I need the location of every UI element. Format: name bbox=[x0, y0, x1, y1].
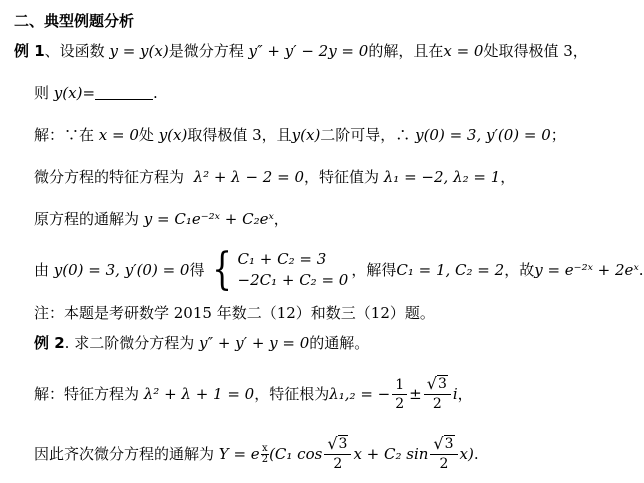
final-r3a: 3 bbox=[338, 436, 348, 452]
then-line bbox=[34, 82, 609, 104]
system-line bbox=[34, 244, 644, 295]
then-prefix: 则 bbox=[34, 84, 50, 102]
char-vals: λ₁ = −2, λ₂ = 1 bbox=[383, 168, 501, 186]
sqrt-radicand: 3 bbox=[437, 376, 447, 392]
sol2-eq: λ² + λ + 1 = 0 bbox=[143, 385, 255, 403]
example1-tail: 的解，且在 bbox=[368, 42, 444, 60]
example2-b: 的通解。 bbox=[309, 334, 370, 352]
answer-blank bbox=[95, 83, 153, 100]
general-eq: y = C₁e⁻²ˣ + C₂eˣ bbox=[143, 210, 274, 228]
final-mid: x + C₂ sin bbox=[353, 445, 429, 463]
sol1-a: 处 bbox=[138, 126, 154, 144]
section-title bbox=[14, 10, 609, 32]
general-a: 原方程的通解为 bbox=[34, 210, 140, 228]
example1-ode: y″ + y′ − 2y = 0 bbox=[248, 42, 369, 60]
frac1-num: 1 bbox=[392, 376, 407, 395]
example1-label: 例 1 bbox=[14, 42, 45, 60]
char-a: 微分方程的特征方程为 bbox=[34, 168, 185, 186]
sol2-end: ， bbox=[457, 385, 473, 403]
example1-tail2: 处取得极值 3， bbox=[483, 42, 588, 60]
solution2-line bbox=[34, 372, 609, 416]
char-eq: λ² + λ − 2 = 0 bbox=[193, 168, 304, 186]
example1-mid: 是微分方程 bbox=[168, 42, 244, 60]
fraction-one-half bbox=[392, 376, 407, 413]
sol1-yx2: y(x) bbox=[291, 126, 321, 144]
final-line bbox=[34, 430, 609, 478]
sys-end: . bbox=[638, 261, 644, 279]
sol2-lhs: λ₁,₂ = − bbox=[329, 385, 391, 403]
sol1-pt: x = 0 bbox=[98, 126, 139, 144]
sol1-c: 二阶可导，∴ bbox=[320, 126, 411, 144]
char-end: ， bbox=[500, 168, 516, 186]
solution1-line bbox=[34, 124, 609, 146]
general-solution-line bbox=[34, 208, 609, 230]
sqrt-icon: √ bbox=[433, 434, 444, 453]
sys-ans: y = e⁻²ˣ + 2eˣ bbox=[534, 261, 639, 279]
sol2-pm: ± bbox=[409, 385, 422, 403]
sol2-a: 解：特征方程为 bbox=[34, 385, 140, 403]
sys-b: 得 bbox=[189, 261, 205, 279]
example1-fn-def: y = y(x) bbox=[109, 42, 169, 60]
sys-d: ，故 bbox=[504, 261, 535, 279]
sol1-end: ； bbox=[550, 126, 566, 144]
general-end: ， bbox=[273, 210, 289, 228]
sol1-label: 解：∵在 bbox=[34, 126, 95, 144]
note-text: 注：本题是考研数学 2015 年数二（12）和数三（12）题。 bbox=[34, 304, 435, 322]
example2-eq: y″ + y′ + y = 0 bbox=[199, 334, 310, 352]
then-end: . bbox=[153, 84, 158, 102]
example1-point: x = 0 bbox=[443, 42, 484, 60]
sol1-cond: y(0) = 3, y′(0) = 0 bbox=[415, 126, 551, 144]
frac1-den: 2 bbox=[395, 395, 405, 412]
sqrt-icon: √ bbox=[327, 434, 338, 453]
exp-num: x bbox=[262, 442, 268, 454]
section-title-text: 二、典型例题分析 bbox=[14, 12, 135, 30]
example2-label: 例 2 bbox=[34, 334, 65, 352]
left-brace-icon: { bbox=[211, 244, 232, 295]
final-close: x) bbox=[459, 445, 474, 463]
final-den-b: 2 bbox=[439, 456, 449, 472]
equation-system bbox=[208, 244, 349, 295]
example1-line bbox=[14, 40, 609, 62]
sys-c: ，解得 bbox=[351, 261, 397, 279]
final-end: . bbox=[473, 445, 479, 463]
char-eq-line bbox=[34, 166, 609, 188]
sol2-i: i bbox=[452, 385, 458, 403]
exp-den: 2 bbox=[261, 453, 269, 465]
example2-a: . 求二阶微分方程为 bbox=[64, 334, 195, 352]
exponent-fraction bbox=[261, 444, 269, 465]
sol1-yx1: y(x) bbox=[158, 126, 188, 144]
sqrt-icon: √ bbox=[426, 374, 437, 393]
sys-eq2: −2C₁ + C₂ = 0 bbox=[237, 271, 349, 289]
sol2-b: ，特征根为 bbox=[254, 385, 330, 403]
final-r3b: 3 bbox=[444, 436, 454, 452]
fraction-sin-arg bbox=[430, 435, 457, 473]
then-expr: y(x) bbox=[53, 84, 83, 102]
sys-cond: y(0) = 3, y′(0) = 0 bbox=[53, 261, 190, 279]
frac2-den: 2 bbox=[432, 396, 442, 412]
sys-sol: C₁ = 1, C₂ = 2 bbox=[396, 261, 505, 279]
sys-eq1: C₁ + C₂ = 3 bbox=[237, 250, 327, 268]
fraction-cos-arg bbox=[324, 435, 351, 473]
final-a: 因此齐次微分方程的通解为 bbox=[34, 445, 215, 463]
example2-line bbox=[34, 332, 609, 354]
then-suffix: = bbox=[82, 84, 96, 102]
fraction-sqrt3-half bbox=[424, 375, 451, 413]
example1-intro: 、设函数 bbox=[44, 42, 105, 60]
final-den-a: 2 bbox=[333, 456, 343, 472]
sol1-b: 取得极值 3，且 bbox=[187, 126, 292, 144]
char-b: ，特征值为 bbox=[304, 168, 380, 186]
sys-a: 由 bbox=[34, 261, 50, 279]
note-line bbox=[34, 302, 609, 324]
final-lhs: Y = e bbox=[218, 445, 260, 463]
final-open: (C₁ cos bbox=[269, 445, 323, 463]
